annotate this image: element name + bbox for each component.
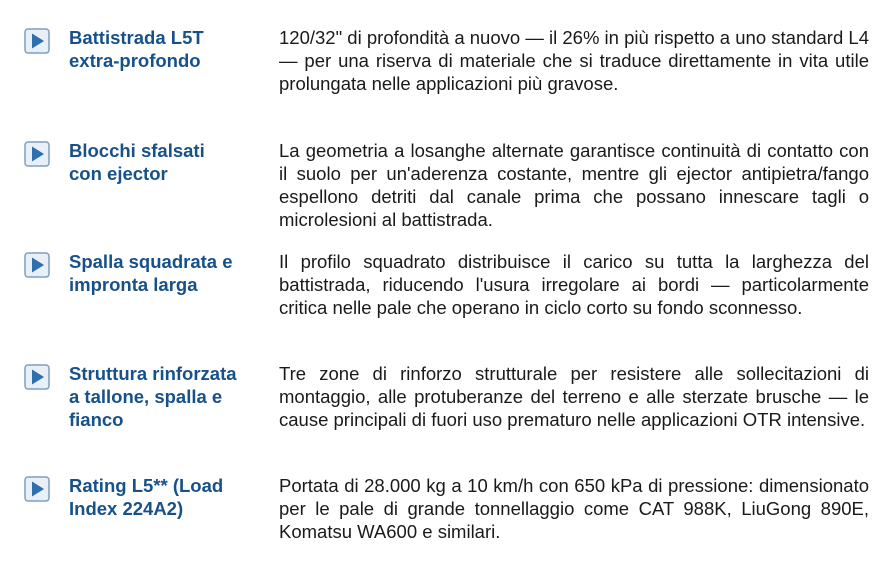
feature-title-line: fianco	[69, 409, 124, 430]
play-arrow-icon	[24, 28, 50, 54]
feature-title	[69, 26, 269, 72]
feature-title-line: Struttura rinforzata	[69, 363, 237, 384]
feature-description: Portata di 28.000 kg a 10 km/h con 650 kPa di pressione: dimensionato per le pale di grande tonnellaggio come CAT 988K, LiuGong 890E, Komatsu WA600 e similari.	[279, 475, 869, 542]
feature-title-line: Rating L5** (Load	[69, 475, 224, 496]
play-arrow-icon	[24, 476, 50, 502]
feature-title-line: Spalla squadrata e	[69, 251, 233, 272]
feature-title-line: Blocchi sfalsati	[69, 140, 205, 161]
feature-title-line: extra-profondo	[69, 50, 201, 71]
feature-description: La geometria a losanghe alternate garantisce continuità di contatto con il suolo per un'aderenza costante, mentre gli ejector antipietra/fango espellono detriti dal canale prima che possano innescare tagli o microlesioni al battistrada.	[279, 140, 869, 230]
feature-title	[69, 139, 269, 185]
feature-title	[69, 362, 269, 431]
play-arrow-icon	[24, 252, 50, 278]
play-arrow-icon	[24, 364, 50, 390]
feature-title	[69, 250, 269, 296]
feature-title-line: impronta larga	[69, 274, 198, 295]
feature-title-line: Index 224A2)	[69, 498, 184, 519]
feature-description: Il profilo squadrato distribuisce il carico su tutta la larghezza del battistrada, riducendo l'usura irregolare ai bordi — particolarmente critica nelle pale che operano in ciclo corto su fondo sconnesso.	[279, 251, 869, 318]
feature-description: Tre zone di rinforzo strutturale per resistere alle sollecitazioni di montaggio, alle protuberanze del terreno e alle sterzate brusche — le cause principali di fuori uso prematuro nelle applicazioni OTR intensive.	[279, 363, 869, 430]
feature-title	[69, 474, 269, 520]
feature-title-line: a tallone, spalla e	[69, 386, 223, 407]
feature-title-line: Battistrada L5T	[69, 27, 204, 48]
feature-description: 120/32" di profondità a nuovo — il 26% in più rispetto a uno standard L4 — per una riserva di materiale che si traduce direttamente in vita utile prolungata nelle applicazioni più gravose.	[279, 27, 869, 94]
feature-title-line: con ejector	[69, 163, 168, 184]
play-arrow-icon	[24, 141, 50, 167]
